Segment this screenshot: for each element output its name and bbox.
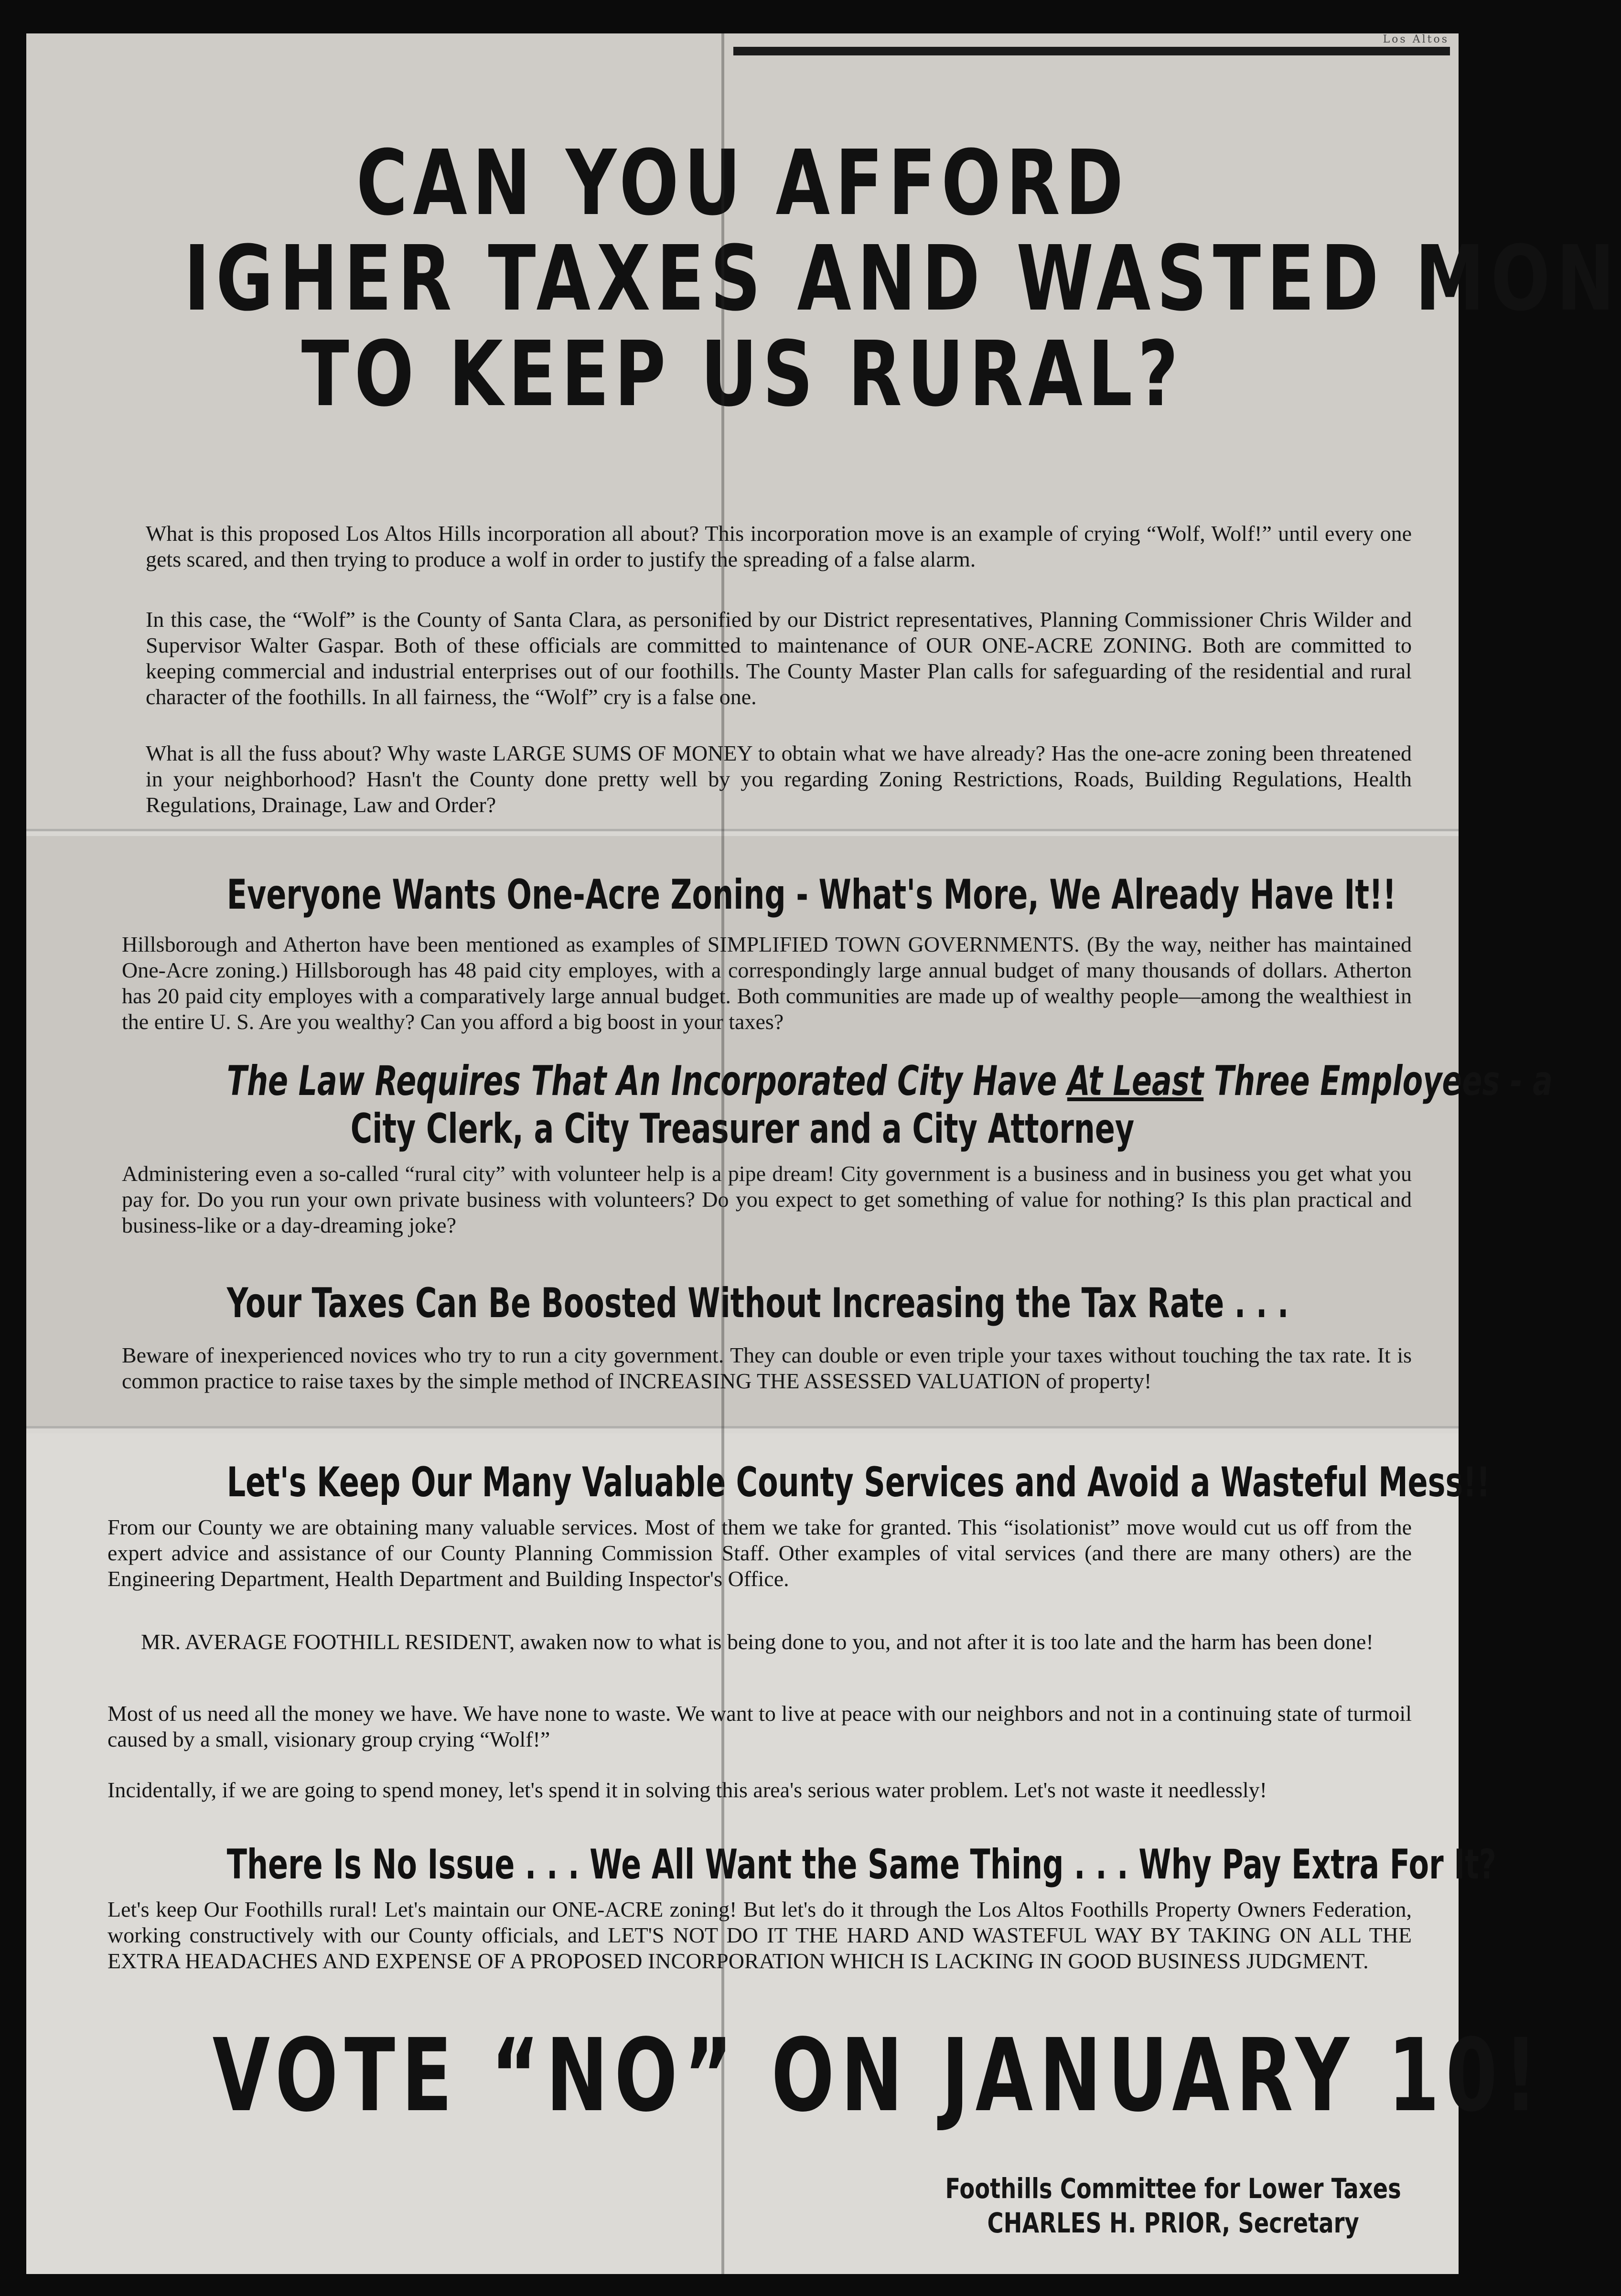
section-1-heading: Everyone Wants One-Acre Zoning - What's More, We Already Have It!! — [226, 871, 1396, 919]
vertical-fold-line — [721, 33, 724, 2274]
section-4-paragraph-2: MR. AVERAGE FOOTHILL RESIDENT, awaken now to what is being done to you, and not after it is too late and the harm has been done! — [141, 1630, 1374, 1654]
section-3-body: Beware of inexperienced novices who try to run a city government. They can double or even triple your taxes without touching the tax rate. It is common practice to raise taxes by the simple method of INCREASING THE ASSESSED VALUATION of property! — [122, 1343, 1412, 1393]
section-4-paragraph-1: From our County we are obtaining many valuable services. Most of them we take for granted. This “isolationist” move would cut us off from the expert advice and assistance of our County Planning Commission Staff. Other examples of vital services (and there are many others) are the Engineering Department, Health Department and Building Inspector's Office. — [107, 1515, 1412, 1591]
section-2-heading-emphasis: At Least — [1067, 1057, 1204, 1105]
intro-paragraph-3: What is all the fuss about? Why waste LARGE SUMS OF MONEY to obtain what we have already? Has the one-acre zoning been threatened in your neighborhood? Hasn't the County done pretty well by you regarding Zoning Restrictions, Roads, Building Regulations, Health Regulations, Drainage, Law and Order? — [146, 741, 1412, 817]
intro-paragraph-1: What is this proposed Los Altos Hills incorporation all about? This incorporation move is an example of crying “Wolf, Wolf!” until every one gets scared, and then trying to produce a wolf in order to justify the spreading of a false alarm. — [146, 521, 1412, 571]
masthead-rule — [733, 47, 1450, 55]
section-3-heading: Your Taxes Can Be Boosted Without Increasing the Tax Rate . . . — [226, 1279, 1289, 1327]
section-5-heading: There Is No Issue . . . We All Want the Same Thing . . . Why Pay Extra For It? — [226, 1841, 1496, 1888]
section-2-heading-part-a: The Law Requires That An Incorporated City Have — [226, 1057, 1057, 1105]
headline-line-3: TO KEEP US RURAL? — [301, 322, 1184, 427]
masthead: Los Altos — [1383, 33, 1449, 45]
fold-line-2 — [26, 1426, 1459, 1428]
middle-panel — [26, 836, 1553, 1426]
top-panel — [26, 33, 1621, 829]
section-2-heading-part-c: Three Employees - a — [1213, 1057, 1553, 1105]
secretary-name: CHARLES H. PRIOR, Secretary — [987, 2207, 1359, 2239]
poster-sheet — [26, 33, 1621, 2274]
section-4-paragraph-4: Incidentally, if we are going to spend money, let's spend it in solving this area's serious water problem. Let's not waste it needlessly! — [107, 1778, 1267, 1802]
bottom-panel — [26, 1433, 1544, 2274]
headline-line-1: CAN YOU AFFORD — [356, 131, 1129, 236]
section-5-body: Let's keep Our Foothills rural! Let's maintain our ONE-ACRE zoning! But let's do it through the Los Altos Foothills Property Owners Federation, working constructively with our County officials, and LET'S NOT DO IT THE HARD AND WASTEFUL WAY BY TAKING ON ALL THE EXTRA HEADACHES AND EXPENSE OF A PROPOSED INCORPORATION WHICH IS LACKING IN GOOD BUSINESS JUDGMENT. — [107, 1897, 1412, 1973]
section-4-heading: Let's Keep Our Many Valuable County Services and Avoid a Wasteful Mess!! — [226, 1459, 1490, 1506]
signature-block — [945, 2171, 1401, 2240]
committee-name: Foothills Committee for Lower Taxes — [945, 2172, 1401, 2205]
headline-line-2: IGHER TAXES AND WASTED MON — [183, 226, 1621, 331]
section-2-body: Administering even a so-called “rural city” with volunteer help is a pipe dream! City government is a business and in business you get what you pay for. Do you run your own private business with volunteers? Do you expect to get something of value for nothing? Is this plan practical and business-like or a day-dreaming joke? — [122, 1161, 1412, 1237]
vote-no-banner: VOTE “NO” ON JANUARY 10! — [212, 2017, 1544, 2134]
section-2-heading — [226, 1057, 1553, 1105]
section-1-body: Hillsborough and Atherton have been mentioned as examples of SIMPLIFIED TOWN GOVERNMENTS. (By the way, neither has maintained One-Acre zoning.) Hillsborough has 48 paid city employes, with a correspondingly large annual budget of many thousands of dollars. Atherton has 20 paid city employes with a comparatively large annual budget. Both communities are made up of wealthy people—among the wealthiest in the entire U. S. Are you wealthy? Can you afford a big boost in your taxes? — [122, 932, 1412, 1034]
section-2-heading-line-2: City Clerk, a City Treasurer and a City Attorney — [350, 1105, 1135, 1153]
intro-paragraph-2: In this case, the “Wolf” is the County of Santa Clara, as personified by our District representatives, Planning Commissioner Chris Wilder and Supervisor Walter Gaspar. Both of these officials are committed to maintenance of OUR ONE-ACRE ZONING. Both are committed to keeping commercial and industrial enterprises out of our foothills. The County Master Plan calls for safeguarding of the residential and rural character of the foothills. In all fairness, the “Wolf” cry is a false one. — [146, 607, 1412, 709]
section-4-paragraph-3: Most of us need all the money we have. We have none to waste. We want to live at peace with our neighbors and not in a continuing state of turmoil caused by a small, visionary group crying “Wolf!” — [107, 1701, 1412, 1751]
fold-line-1 — [26, 829, 1459, 831]
